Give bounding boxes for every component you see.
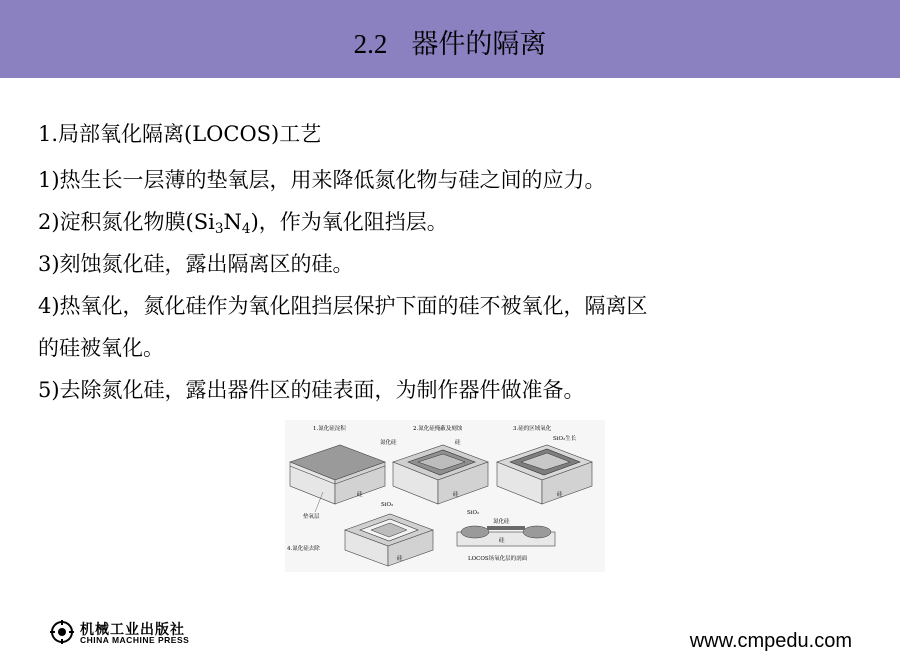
panel-4-silicon-label: 硅 [397,556,403,562]
cross-section-caption: LOCOS场氧化层的剖面 [468,556,528,562]
title-bar [0,0,900,78]
publisher-name-en: CHINA MACHINE PRESS [80,635,190,645]
website-url[interactable]: www.cmpedu.com [689,630,852,652]
cross-section-nitride-label: 氮化硅 [493,519,510,525]
panel-4-label: 4.氮化硅去除 [287,546,320,552]
section-title: 器件的隔离 [411,29,547,60]
publisher-logo [50,620,210,646]
cross-section-sio2-label: SiO₂ [467,510,480,516]
step-2-text-c: )，作为氧化阻挡层。 [250,210,448,234]
step-2-text-b: N [223,210,242,234]
gear-emblem-icon [50,620,74,644]
step-2-text-a: 2)淀积氮化物膜(Si [38,210,215,234]
panel-2-label: 2.氮化硅掩蔽及刻蚀 [413,426,463,432]
panel-3-label: 3.硅的区域氧化 [513,426,552,432]
step-2-subscript-b: 4 [241,221,251,237]
slide-title [0,22,900,61]
step-2 [38,201,858,243]
panel-4-sio2-label: SiO₂ [381,502,394,508]
panel-2-silicon-top-label: 硅 [455,440,461,446]
sio2-growth-label: SiO₂生长 [553,436,577,442]
section-number: 2.2 [353,29,388,59]
panel-2-nitride-label: 氮化硅 [380,440,397,446]
step-5: 5)去除氮化硅，露出器件区的硅表面，为制作器件做准备。 [38,378,585,402]
cross-section-silicon-label: 硅 [499,538,505,544]
pad-oxide-label: 垫氧层 [303,514,320,520]
locos-diagram [285,420,605,572]
step-4-line-2: 的硅被氧化。 [38,336,164,360]
locos-process-figure [285,420,605,572]
process-heading: 1.局部氧化隔离(LOCOS)工艺 [38,122,322,146]
step-4-line-1: 4)热氧化，氮化硅作为氧化阻挡层保护下面的硅不被氧化，隔离区 [38,294,648,318]
cross-section [457,526,555,546]
panel-1-silicon-label: 硅 [357,492,363,498]
step-3: 3)刻蚀氮化硅，露出隔离区的硅。 [38,252,354,276]
step-2-subscript-a: 3 [214,221,224,237]
publisher-name-cn: 机械工业出版社 [80,622,185,638]
slide-body [38,113,858,411]
panel-1-label: 1.氮化硅淀积 [313,426,346,432]
panel-2-silicon-label: 硅 [453,492,459,498]
step-1: 1)热生长一层薄的垫氧层，用来降低氮化物与硅之间的应力。 [38,168,606,192]
panel-3-silicon-label: 硅 [557,492,563,498]
